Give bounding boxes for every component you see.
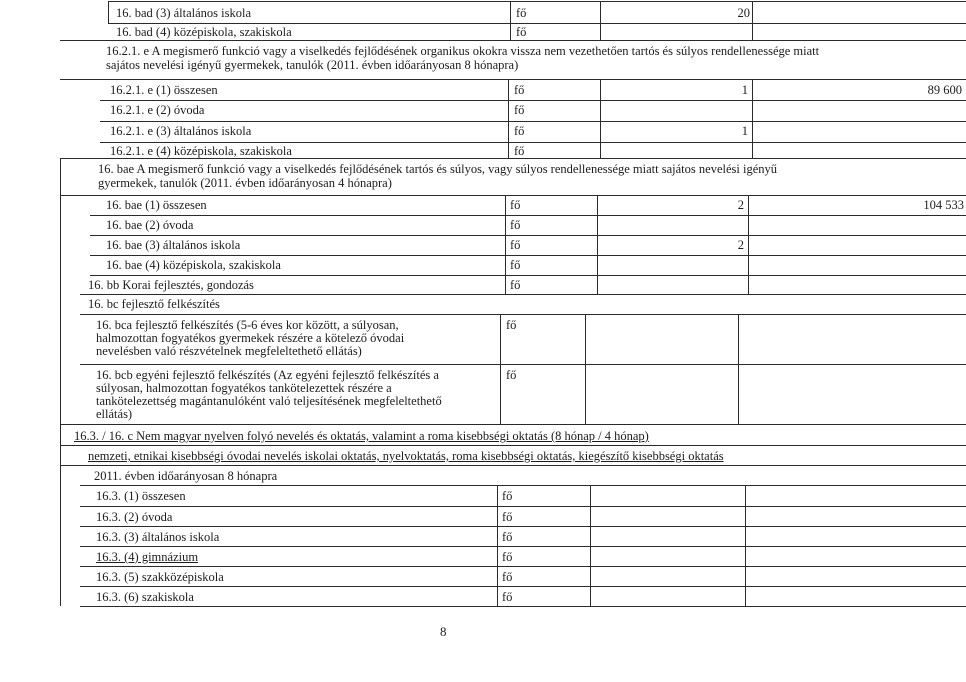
value-cell: 2 bbox=[737, 238, 744, 252]
row-label: 16.3. (4) gimnázium bbox=[96, 550, 199, 564]
unit-cell: fő bbox=[502, 489, 513, 503]
value-cell: 20 bbox=[737, 6, 750, 20]
row-label: 16.2.1. e (3) általános iskola bbox=[110, 124, 252, 138]
row-label: 16.3. (6) szakiskola bbox=[96, 590, 194, 604]
unit-cell: fő bbox=[510, 198, 521, 212]
unit-cell: fő bbox=[516, 6, 527, 20]
row-label: ellátás) bbox=[96, 407, 133, 421]
rule bbox=[60, 465, 966, 466]
row-label: 16. bad (4) középiskola, szakiskola bbox=[116, 25, 292, 39]
rule bbox=[108, 1, 966, 2]
rule bbox=[585, 314, 586, 424]
unit-cell: fő bbox=[510, 258, 521, 272]
row-label: 16. bae (1) összesen bbox=[106, 198, 207, 212]
section-heading: 16. bae A megismerő funkció vagy a viselkedés fejlődésének tartós és súlyos, vagy súlyos rendellenessége miatt sajátos nevelési igényű bbox=[98, 162, 777, 176]
rule bbox=[80, 606, 966, 607]
rule bbox=[738, 314, 739, 424]
rule bbox=[100, 121, 966, 122]
rule bbox=[497, 485, 498, 606]
unit-cell: fő bbox=[510, 278, 521, 292]
section-heading: 16.3. / 16. c Nem magyar nyelven folyó nevelés és oktatás, valamint a roma kisebbségi oktatás (8 hónap / 4 hónap) bbox=[74, 429, 649, 443]
rule bbox=[80, 546, 966, 547]
rule bbox=[80, 485, 966, 486]
row-label: 16. bae (4) középiskola, szakiskola bbox=[106, 258, 281, 272]
row-label: 16.3. (1) összesen bbox=[96, 489, 186, 503]
section-heading: gyermekek, tanulók (2011. évben időarányosan 4 hónapra) bbox=[98, 176, 392, 190]
unit-cell: fő bbox=[510, 218, 521, 232]
unit-cell: fő bbox=[514, 124, 525, 138]
rule bbox=[510, 1, 511, 40]
total-cell: 89 600 bbox=[927, 83, 962, 97]
rule bbox=[745, 485, 746, 606]
row-label: tankötelezettség magántanulóként való teljesítésének megfeleltethető bbox=[96, 394, 442, 408]
row-label: 16. bae (3) általános iskola bbox=[106, 238, 241, 252]
unit-cell: fő bbox=[502, 570, 513, 584]
rule bbox=[505, 195, 506, 294]
row-label: 16.2.1. e (1) összesen bbox=[110, 83, 218, 97]
rule bbox=[60, 79, 966, 80]
unit-cell: fő bbox=[506, 368, 517, 382]
rule bbox=[60, 158, 61, 606]
rule bbox=[90, 255, 966, 256]
rule bbox=[108, 23, 966, 24]
rule bbox=[90, 215, 966, 216]
row-label: 16. bad (3) általános iskola bbox=[116, 6, 252, 20]
row-label: 16.3. (5) szakközépiskola bbox=[96, 570, 224, 584]
row-label: súlyosan, halmozottan fogyatékos tankötelezettek részére a bbox=[96, 381, 392, 395]
row-label: 16. bae (2) óvoda bbox=[106, 218, 194, 232]
rule bbox=[90, 235, 966, 236]
rule bbox=[60, 195, 966, 196]
row-label: 16. bb Korai fejlesztés, gondozás bbox=[88, 278, 254, 292]
unit-cell: fő bbox=[514, 103, 525, 117]
rule bbox=[500, 314, 501, 424]
section-heading: 16.2.1. e A megismerő funkció vagy a viselkedés fejlődésének organikus okokra vissza nem vezethetően tartós és súlyos rendellenessége miatt bbox=[106, 44, 820, 58]
rule bbox=[108, 1, 109, 23]
rule bbox=[60, 445, 966, 446]
rule bbox=[80, 566, 966, 567]
value-cell: 1 bbox=[741, 83, 748, 97]
row-label: nevelésben való részvételnek megfeleltethető ellátás) bbox=[96, 344, 362, 358]
value-cell: 2 bbox=[737, 198, 744, 212]
rule bbox=[80, 314, 966, 315]
rule bbox=[100, 100, 966, 101]
row-label: 16.3. (3) általános iskola bbox=[96, 530, 220, 544]
rule bbox=[597, 195, 598, 294]
rule bbox=[60, 424, 966, 425]
unit-cell: fő bbox=[502, 590, 513, 604]
rule bbox=[100, 142, 966, 143]
rule bbox=[748, 195, 749, 294]
unit-cell: fő bbox=[502, 550, 513, 564]
page-number: 8 bbox=[440, 624, 447, 639]
unit-cell: fő bbox=[510, 238, 521, 252]
rule bbox=[90, 275, 966, 276]
section-heading: sajátos nevelési igényű gyermekek, tanulók (2011. évben időarányosan 8 hónapra) bbox=[106, 58, 519, 72]
value-cell: 1 bbox=[741, 124, 748, 138]
unit-cell: fő bbox=[506, 318, 517, 332]
rule bbox=[80, 294, 966, 295]
rule bbox=[80, 526, 966, 527]
rule bbox=[80, 506, 966, 507]
rule bbox=[590, 485, 591, 606]
rule bbox=[752, 79, 753, 158]
rule bbox=[60, 158, 966, 159]
unit-cell: fő bbox=[514, 144, 525, 158]
unit-cell: fő bbox=[514, 83, 525, 97]
period-label: 2011. évben időarányosan 8 hónapra bbox=[94, 469, 278, 483]
row-label: 16.2.1. e (4) középiskola, szakiskola bbox=[110, 144, 292, 158]
row-label: 16. bcb egyéni fejlesztő felkészítés (Az egyéni fejlesztő felkészítés a bbox=[96, 368, 439, 382]
row-label: halmozottan fogyatékos gyermekek részére a kötelező óvodai bbox=[96, 331, 405, 345]
rule bbox=[60, 40, 966, 41]
total-cell: 104 533 bbox=[923, 198, 964, 212]
rule bbox=[80, 586, 966, 587]
rule bbox=[80, 364, 966, 365]
rule bbox=[600, 1, 601, 40]
rule bbox=[752, 1, 753, 40]
row-label: 16. bc fejlesztő felkészítés bbox=[88, 297, 220, 311]
unit-cell: fő bbox=[516, 25, 527, 39]
row-label: 16. bca fejlesztő felkészítés (5-6 éves kor között, a súlyosan, bbox=[96, 318, 399, 332]
rule bbox=[600, 79, 601, 158]
unit-cell: fő bbox=[502, 510, 513, 524]
rule bbox=[508, 79, 509, 158]
unit-cell: fő bbox=[502, 530, 513, 544]
row-label: 16.3. (2) óvoda bbox=[96, 510, 173, 524]
row-label: 16.2.1. e (2) óvoda bbox=[110, 103, 205, 117]
section-subheading: nemzeti, etnikai kisebbségi óvodai nevelés iskolai oktatás, nyelvoktatás, roma kisebbségi oktatás, kiegészítő kisebbségi oktatás bbox=[88, 449, 724, 463]
